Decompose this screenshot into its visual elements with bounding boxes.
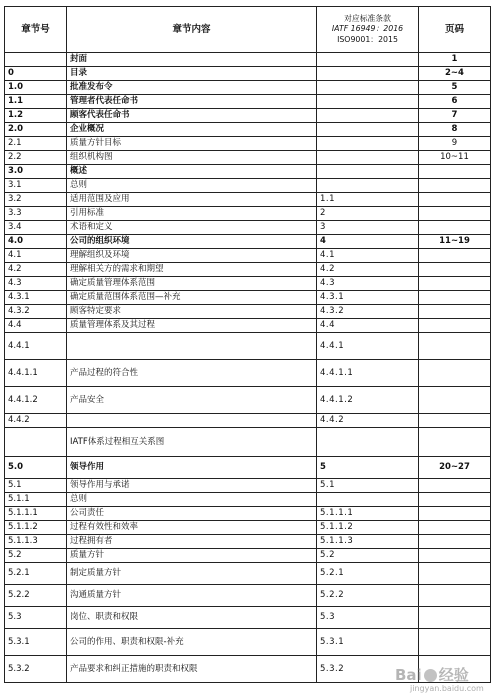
- table-row: [5, 95, 491, 109]
- page-cell: [419, 193, 491, 207]
- page-cell: [419, 221, 491, 235]
- standard-clause-cell: 5.1.1.1: [317, 507, 419, 521]
- page-cell: 6: [419, 95, 491, 109]
- table-row: [5, 360, 491, 387]
- chapter-no-cell: 1.1: [5, 95, 67, 109]
- table-row: [5, 319, 491, 333]
- chapter-content-cell: 管理者代表任命书: [67, 95, 317, 109]
- table-row: [5, 493, 491, 507]
- standard-clause-cell: 4.4: [317, 319, 419, 333]
- chapter-no-cell: 3.0: [5, 165, 67, 179]
- chapter-content-cell: 确定质量管理体系范围: [67, 277, 317, 291]
- table-row: [5, 414, 491, 428]
- chapter-content-cell: 产品过程的符合性: [67, 360, 317, 387]
- chapter-content-cell: 企业概况: [67, 123, 317, 137]
- standard-clause-cell: 4.3.2: [317, 305, 419, 319]
- standard-clause-cell: 5.2.2: [317, 585, 419, 607]
- table-row: [5, 563, 491, 585]
- chapter-content-cell: 顾客特定要求: [67, 305, 317, 319]
- page-cell: 8: [419, 123, 491, 137]
- standard-clause-cell: 5.2.1: [317, 563, 419, 585]
- chapter-no-cell: 5.3.1: [5, 629, 67, 656]
- page-cell: 5: [419, 81, 491, 95]
- table-row: [5, 333, 491, 360]
- standard-clause-cell: 5.1.1.2: [317, 521, 419, 535]
- standard-clause-cell: 5.3.1: [317, 629, 419, 656]
- table-row: [5, 457, 491, 479]
- chapter-no-cell: 3.1: [5, 179, 67, 193]
- page-cell: [419, 305, 491, 319]
- chapter-content-cell: 岗位、职责和权限: [67, 607, 317, 629]
- chapter-no-cell: 3.2: [5, 193, 67, 207]
- chapter-no-cell: 2.1: [5, 137, 67, 151]
- chapter-content-cell: 总则: [67, 179, 317, 193]
- table-row: [5, 479, 491, 493]
- chapter-no-cell: 1.2: [5, 109, 67, 123]
- page-cell: [419, 428, 491, 457]
- standard-clause-cell: 1.1: [317, 193, 419, 207]
- chapter-content-cell: 总则: [67, 493, 317, 507]
- chapter-no-cell: 4.0: [5, 235, 67, 249]
- chapter-content-cell: 公司的组织环境: [67, 235, 317, 249]
- table-row: [5, 535, 491, 549]
- page-cell: 2~4: [419, 67, 491, 81]
- page-cell: 11~19: [419, 235, 491, 249]
- chapter-no-cell: 5.1.1: [5, 493, 67, 507]
- table-row: [5, 179, 491, 193]
- chapter-no-cell: 4.3.2: [5, 305, 67, 319]
- paw-icon: [424, 669, 437, 682]
- standard-clause-cell: 4: [317, 235, 419, 249]
- page-cell: [419, 333, 491, 360]
- chapter-no-cell: 5.1.1.1: [5, 507, 67, 521]
- page-cell: [419, 249, 491, 263]
- chapter-no-cell: 2.2: [5, 151, 67, 165]
- header-chapter-content: 章节内容: [67, 7, 317, 53]
- chapter-no-cell: 4.4.1.1: [5, 360, 67, 387]
- baidu-watermark-logo: [395, 664, 469, 685]
- table-row: [5, 221, 491, 235]
- toc-table: [4, 6, 491, 683]
- page-cell: [419, 535, 491, 549]
- chapter-content-cell: 目录: [67, 67, 317, 81]
- chapter-no-cell: 3.3: [5, 207, 67, 221]
- standard-clause-cell: 3: [317, 221, 419, 235]
- chapter-no-cell: 5.2.2: [5, 585, 67, 607]
- standard-clause-cell: [317, 151, 419, 165]
- page-cell: [419, 521, 491, 535]
- table-row: [5, 207, 491, 221]
- chapter-content-cell: 确定质量范围体系范围—补充: [67, 291, 317, 305]
- standard-clause-cell: [317, 165, 419, 179]
- standard-clause-cell: 4.4.2: [317, 414, 419, 428]
- table-row: [5, 387, 491, 414]
- page-cell: 7: [419, 109, 491, 123]
- page-cell: [419, 607, 491, 629]
- page-cell: [419, 179, 491, 193]
- table-row: [5, 521, 491, 535]
- chapter-content-cell: IATF体系过程相互关系图: [67, 428, 317, 457]
- page-cell: [419, 277, 491, 291]
- page-cell: [419, 319, 491, 333]
- page-cell: 9: [419, 137, 491, 151]
- chapter-content-cell: 沟通质量方针: [67, 585, 317, 607]
- chapter-no-cell: 4.4.1.2: [5, 387, 67, 414]
- table-row: [5, 123, 491, 137]
- chapter-no-cell: 4.4.2: [5, 414, 67, 428]
- standard-clause-cell: 5: [317, 457, 419, 479]
- table-row: [5, 249, 491, 263]
- table-row: [5, 151, 491, 165]
- table-row: [5, 428, 491, 457]
- page-cell: [419, 563, 491, 585]
- header-std-line1: 对应标准条款: [344, 13, 391, 23]
- chapter-no-cell: 4.1: [5, 249, 67, 263]
- chapter-no-cell: 5.1.1.2: [5, 521, 67, 535]
- standard-clause-cell: 2: [317, 207, 419, 221]
- chapter-content-cell: 理解组织及环境: [67, 249, 317, 263]
- standard-clause-cell: 4.3.1: [317, 291, 419, 305]
- page-cell: [419, 585, 491, 607]
- table-row: [5, 81, 491, 95]
- table-row: [5, 291, 491, 305]
- chapter-no-cell: 4.4: [5, 319, 67, 333]
- standard-clause-cell: [317, 493, 419, 507]
- chapter-no-cell: 5.2.1: [5, 563, 67, 585]
- chapter-content-cell: 概述: [67, 165, 317, 179]
- chapter-content-cell: 制定质量方针: [67, 563, 317, 585]
- chapter-no-cell: 5.1: [5, 479, 67, 493]
- standard-clause-cell: 4.2: [317, 263, 419, 277]
- page-cell: 10~11: [419, 151, 491, 165]
- standard-clause-cell: [317, 428, 419, 457]
- standard-clause-cell: 4.3: [317, 277, 419, 291]
- page-cell: 1: [419, 53, 491, 67]
- table-row: [5, 263, 491, 277]
- standard-clause-cell: 5.3.2: [317, 656, 419, 683]
- chapter-no-cell: 4.3: [5, 277, 67, 291]
- toc-header: [5, 7, 491, 53]
- page-cell: [419, 291, 491, 305]
- chapter-no-cell: 5.0: [5, 457, 67, 479]
- chapter-content-cell: 理解相关方的需求和期望: [67, 263, 317, 277]
- page-cell: [419, 414, 491, 428]
- table-row: [5, 507, 491, 521]
- header-standard-clause: [317, 7, 419, 53]
- chapter-content-cell: 组织机构图: [67, 151, 317, 165]
- chapter-no-cell: 5.1.1.3: [5, 535, 67, 549]
- standard-clause-cell: [317, 123, 419, 137]
- page-cell: [419, 165, 491, 179]
- standard-clause-cell: [317, 179, 419, 193]
- chapter-content-cell: 质量管理体系及其过程: [67, 319, 317, 333]
- standard-clause-cell: [317, 137, 419, 151]
- page-cell: [419, 207, 491, 221]
- standard-clause-cell: 5.1.1.3: [317, 535, 419, 549]
- table-row: [5, 165, 491, 179]
- table-row: [5, 109, 491, 123]
- header-chapter-no: 章节号: [5, 7, 67, 53]
- chapter-no-cell: 2.0: [5, 123, 67, 137]
- standard-clause-cell: [317, 109, 419, 123]
- page-cell: [419, 629, 491, 656]
- chapter-content-cell: 公司责任: [67, 507, 317, 521]
- table-row: [5, 629, 491, 656]
- table-row: [5, 305, 491, 319]
- standard-clause-cell: 4.4.1.2: [317, 387, 419, 414]
- page-cell: [419, 549, 491, 563]
- table-row: [5, 607, 491, 629]
- watermark-url: jingyan.baidu.com: [410, 684, 484, 693]
- table-row: [5, 137, 491, 151]
- chapter-content-cell: 公司的作用、职责和权限-补充: [67, 629, 317, 656]
- header-page: 页码: [419, 7, 491, 53]
- standard-clause-cell: 4.1: [317, 249, 419, 263]
- page-cell: [419, 507, 491, 521]
- table-row: [5, 53, 491, 67]
- standard-clause-cell: [317, 81, 419, 95]
- chapter-content-cell: 引用标准: [67, 207, 317, 221]
- table-row: [5, 193, 491, 207]
- standard-clause-cell: 5.3: [317, 607, 419, 629]
- chapter-no-cell: 5.3.2: [5, 656, 67, 683]
- chapter-no-cell: 4.2: [5, 263, 67, 277]
- chapter-no-cell: 3.4: [5, 221, 67, 235]
- table-row: [5, 277, 491, 291]
- chapter-no-cell: 4.4.1: [5, 333, 67, 360]
- standard-clause-cell: [317, 67, 419, 81]
- chapter-content-cell: 产品要求和纠正措施的职责和权限: [67, 656, 317, 683]
- chapter-no-cell: [5, 53, 67, 67]
- page-cell: [419, 263, 491, 277]
- page-cell: [419, 479, 491, 493]
- chapter-no-cell: 1.0: [5, 81, 67, 95]
- page-cell: 20~27: [419, 457, 491, 479]
- standard-clause-cell: [317, 53, 419, 67]
- chapter-content-cell: 领导作用与承诺: [67, 479, 317, 493]
- page-cell: [419, 493, 491, 507]
- chapter-no-cell: 0: [5, 67, 67, 81]
- page-cell: [419, 360, 491, 387]
- chapter-no-cell: 5.3: [5, 607, 67, 629]
- chapter-content-cell: 过程拥有者: [67, 535, 317, 549]
- standard-clause-cell: 5.2: [317, 549, 419, 563]
- chapter-no-cell: [5, 428, 67, 457]
- chapter-content-cell: 产品安全: [67, 387, 317, 414]
- chapter-content-cell: 质量方针目标: [67, 137, 317, 151]
- chapter-content-cell: 封面: [67, 53, 317, 67]
- chapter-no-cell: 5.2: [5, 549, 67, 563]
- table-row: [5, 67, 491, 81]
- chapter-content-cell: 适用范围及应用: [67, 193, 317, 207]
- chapter-content-cell: 术语和定义: [67, 221, 317, 235]
- header-std-line3: ISO9001：2015: [337, 34, 398, 44]
- watermark-brand2: 经验: [438, 666, 469, 684]
- chapter-content-cell: [67, 414, 317, 428]
- standard-clause-cell: [317, 95, 419, 109]
- standard-clause-cell: 5.1: [317, 479, 419, 493]
- standard-clause-cell: 4.4.1.1: [317, 360, 419, 387]
- chapter-content-cell: 领导作用: [67, 457, 317, 479]
- chapter-content-cell: 批准发布令: [67, 81, 317, 95]
- table-row: [5, 235, 491, 249]
- page-cell: [419, 387, 491, 414]
- watermark-brand: Bai: [395, 666, 422, 684]
- table-row: [5, 549, 491, 563]
- chapter-content-cell: 过程有效性和效率: [67, 521, 317, 535]
- chapter-content-cell: 质量方针: [67, 549, 317, 563]
- chapter-content-cell: [67, 333, 317, 360]
- toc-body: [5, 53, 491, 683]
- standard-clause-cell: 4.4.1: [317, 333, 419, 360]
- chapter-content-cell: 顾客代表任命书: [67, 109, 317, 123]
- table-row: [5, 585, 491, 607]
- chapter-no-cell: 4.3.1: [5, 291, 67, 305]
- header-std-line2: IATF 16949：2016: [331, 24, 404, 34]
